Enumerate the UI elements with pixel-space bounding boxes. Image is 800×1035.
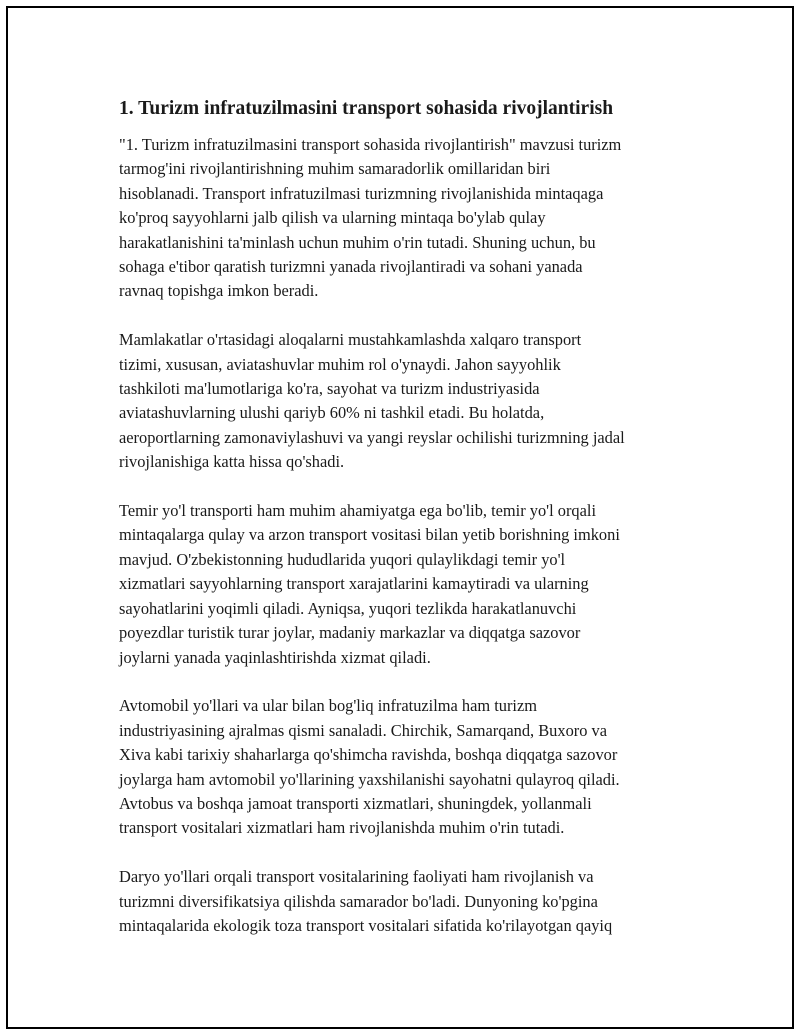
paragraph-line: Avtobus va boshqa jamoat transporti xizmatlari, shuningdek, yollanmali [119,793,592,813]
paragraph [119,865,699,938]
paragraph-line: ko'proq sayyohlarni jalb qilish va ularning mintaqa bo'ylab qulay [119,208,546,228]
paragraph-line: aviatashuvlarning ulushi qariyb 60% ni tashkil etadi. Bu holatda, [119,403,545,423]
paragraph-line: "1. Turizm infratuzilmasini transport sohasida rivojlantirish" mavzusi turizm [119,135,622,154]
paragraph [119,694,699,840]
paragraph-line: joylarni yanada yaqinlashtirishda xizmat qiladi. [119,647,431,667]
paragraph-line: Avtomobil yo'llari va ular bilan bog'liq infratuzilma ham turizm [119,696,538,716]
paragraph-line: sohaga e'tibor qaratish turizmni yanada rivojlantiradi va sohani yanada [119,257,583,277]
paragraph-line: industriyasining ajralmas qismi sanaladi. Chirchik, Samarqand, Buxoro va [119,720,607,740]
page-frame [6,6,794,1029]
paragraph-line: aeroportlarning zamonaviylashuvi va yangi reyslar ochilishi turizmning jadal [119,427,625,447]
paragraph-line: mavjud. O'zbekistonning hududlarida yuqori qulaylikdagi temir yo'l [119,549,566,569]
paragraph-line: Xiva kabi tarixiy shaharlarga qo'shimcha ravishda, boshqa diqqatga sazovor [119,745,618,765]
paragraph [119,133,699,304]
document-body [119,133,699,938]
document-title: 1. Turizm infratuzilmasini transport sohasida rivojlantirish [119,98,614,119]
paragraph-line: turizmni diversifikatsiya qilishda samarador bo'ladi. Dunyoning ko'pgina [119,891,598,911]
paragraph-line: joylarga ham avtomobil yo'llarining yaxshilanishi sayohatni qulayroq qiladi. [119,769,620,789]
paragraph [119,499,699,670]
paragraph-line: tizimi, xususan, aviatashuvlar muhim rol o'ynaydi. Jahon sayyohlik [119,354,561,374]
paragraph-line: Mamlakatlar o'rtasidagi aloqalarni mustahkamlashda xalqaro transport [119,330,582,350]
paragraph-line: harakatlanishini ta'minlash uchun muhim o'rin tutadi. Shuning uchun, bu [119,232,596,252]
paragraph-line: mintaqalarida ekologik toza transport vositalari sifatida ko'rilayotgan qayiq [119,915,613,935]
paragraph-line: sayohatlarini yoqimli qiladi. Ayniqsa, yuqori tezlikda harakatlanuvchi [119,598,577,618]
paragraph-line: xizmatlari sayyohlarning transport xarajatlarini kamaytiradi va ularning [119,574,589,594]
document-content [119,96,699,963]
paragraph-line: hisoblanadi. Transport infratuzilmasi turizmning rivojlanishida mintaqaga [119,183,604,203]
paragraph-line: ravnaq topishga imkon beradi. [119,281,319,301]
paragraph-line: tashkiloti ma'lumotlariga ko'ra, sayohat va turizm industriyasida [119,379,540,399]
paragraph-line: Daryo yo'llari orqali transport vositalarining faoliyati ham rivojlanish va [119,867,594,887]
paragraph-line: poyezdlar turistik turar joylar, madaniy markazlar va diqqatga sazovor [119,623,581,643]
paragraph-line: tarmog'ini rivojlantirishning muhim samaradorlik omillaridan biri [119,159,551,179]
paragraph-line: rivojlanishiga katta hissa qo'shadi. [119,452,345,472]
paragraph-line: mintaqalarga qulay va arzon transport vositasi bilan yetib borishning imkoni [119,525,620,545]
paragraph [119,328,699,474]
paragraph-line: transport vositalari xizmatlari ham rivojlanishda muhim o'rin tutadi. [119,818,565,838]
paragraph-line: Temir yo'l transporti ham muhim ahamiyatga ega bo'lib, temir yo'l orqali [119,501,597,521]
